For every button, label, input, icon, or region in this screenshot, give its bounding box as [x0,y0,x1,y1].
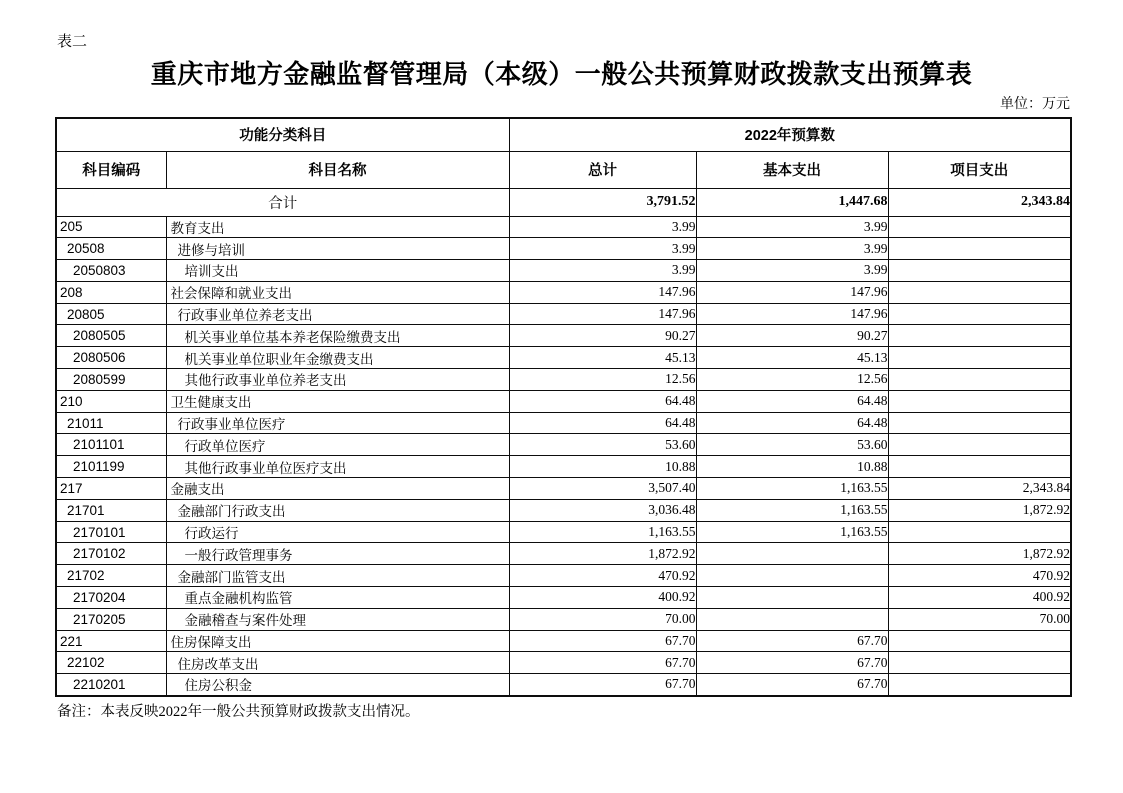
table-row [56,630,1071,652]
total-row-label: 合计 [56,188,509,216]
total-value-cell: 3.99 [509,216,696,238]
subject-code-cell: 20508 [56,238,166,260]
project-value-cell [888,521,1071,543]
subject-code-cell: 217 [56,478,166,500]
subject-code-cell: 21701 [56,499,166,521]
subject-name-cell: 机关事业单位基本养老保险缴费支出 [166,325,509,347]
table-header [56,118,1071,188]
project-value-cell [888,674,1071,696]
basic-value-cell: 67.70 [696,652,888,674]
total-value-cell: 3.99 [509,238,696,260]
subject-code-cell: 21702 [56,565,166,587]
project-value-cell [888,238,1071,260]
table-row [56,434,1071,456]
basic-value-cell: 45.13 [696,347,888,369]
total-value-cell: 400.92 [509,587,696,609]
project-value-cell [888,216,1071,238]
header-functional-category: 功能分类科目 [56,118,509,151]
table-body [56,188,1071,696]
unit-label: 单位：万元 [1000,97,1070,112]
subject-code-cell: 2080506 [56,347,166,369]
total-value-cell: 70.00 [509,608,696,630]
subject-code-cell: 2170204 [56,587,166,609]
table-row [56,478,1071,500]
header-subject-code: 科目编码 [56,151,166,188]
subject-name-cell: 培训支出 [166,260,509,282]
table-row [56,216,1071,238]
basic-value-cell: 12.56 [696,369,888,391]
basic-value-cell [696,543,888,565]
subject-code-cell: 221 [56,630,166,652]
project-value-cell: 2,343.84 [888,478,1071,500]
basic-value-cell: 1,163.55 [696,521,888,543]
subject-code-cell: 205 [56,216,166,238]
subject-name-cell: 一般行政管理事务 [166,543,509,565]
project-value-cell [888,281,1071,303]
table-tag: 表二 [57,34,88,50]
total-value-cell: 67.70 [509,674,696,696]
total-value-cell: 67.70 [509,630,696,652]
subject-code-cell: 2210201 [56,674,166,696]
table-row [56,369,1071,391]
basic-value-cell: 64.48 [696,412,888,434]
total-value-cell: 45.13 [509,347,696,369]
table-row [56,325,1071,347]
basic-value-cell: 64.48 [696,390,888,412]
total-value-cell: 90.27 [509,325,696,347]
subject-name-cell: 金融部门监管支出 [166,565,509,587]
subject-code-cell: 208 [56,281,166,303]
table-row [56,347,1071,369]
subject-name-cell: 住房公积金 [166,674,509,696]
basic-value-cell: 3.99 [696,238,888,260]
header-subject-name: 科目名称 [166,151,509,188]
total-value-cell: 53.60 [509,434,696,456]
table-row [56,652,1071,674]
subject-code-cell: 2101199 [56,456,166,478]
project-value-cell [888,260,1071,282]
table-row [56,281,1071,303]
header-project-expenditure: 项目支出 [888,151,1071,188]
basic-value-cell: 147.96 [696,303,888,325]
subject-name-cell: 行政事业单位养老支出 [166,303,509,325]
basic-value-cell: 1,163.55 [696,478,888,500]
basic-value-cell: 53.60 [696,434,888,456]
subject-name-cell: 金融部门行政支出 [166,499,509,521]
total-row-project-value: 2,343.84 [888,188,1071,216]
basic-value-cell: 1,163.55 [696,499,888,521]
table-row [56,499,1071,521]
subject-name-cell: 重点金融机构监管 [166,587,509,609]
basic-value-cell: 90.27 [696,325,888,347]
subject-code-cell: 22102 [56,652,166,674]
project-value-cell [888,369,1071,391]
project-value-cell [888,652,1071,674]
subject-name-cell: 行政运行 [166,521,509,543]
project-value-cell: 1,872.92 [888,499,1071,521]
table-row [56,303,1071,325]
subject-code-cell: 2170205 [56,608,166,630]
total-value-cell: 1,163.55 [509,521,696,543]
subject-name-cell: 金融支出 [166,478,509,500]
basic-value-cell: 10.88 [696,456,888,478]
total-value-cell: 3,507.40 [509,478,696,500]
total-value-cell: 147.96 [509,303,696,325]
project-value-cell [888,390,1071,412]
total-value-cell: 67.70 [509,652,696,674]
project-value-cell: 470.92 [888,565,1071,587]
project-value-cell [888,347,1071,369]
subject-name-cell: 其他行政事业单位养老支出 [166,369,509,391]
basic-value-cell: 67.70 [696,630,888,652]
total-value-cell: 64.48 [509,390,696,412]
subject-code-cell: 2170101 [56,521,166,543]
table-row [56,390,1071,412]
table-row [56,238,1071,260]
page-title: 重庆市地方金融监督管理局（本级）一般公共预算财政拨款支出预算表 [150,59,973,89]
table-row [56,456,1071,478]
subject-name-cell: 住房改革支出 [166,652,509,674]
subject-name-cell: 社会保障和就业支出 [166,281,509,303]
footnote: 备注：本表反映2022年一般公共预算财政拨款支出情况。 [57,704,420,720]
subject-name-cell: 机关事业单位职业年金缴费支出 [166,347,509,369]
subject-code-cell: 20805 [56,303,166,325]
project-value-cell: 400.92 [888,587,1071,609]
subject-name-cell: 行政单位医疗 [166,434,509,456]
header-basic-expenditure: 基本支出 [696,151,888,188]
table-row [56,521,1071,543]
total-value-cell: 1,872.92 [509,543,696,565]
header-budget-2022: 2022年预算数 [509,118,1071,151]
header-group-row [56,118,1071,151]
basic-value-cell: 67.70 [696,674,888,696]
basic-value-cell: 3.99 [696,260,888,282]
basic-value-cell: 3.99 [696,216,888,238]
basic-value-cell: 147.96 [696,281,888,303]
subject-name-cell: 进修与培训 [166,238,509,260]
table-row [56,412,1071,434]
subject-name-cell: 金融稽查与案件处理 [166,608,509,630]
total-value-cell: 12.56 [509,369,696,391]
table-row [56,565,1071,587]
subject-name-cell: 卫生健康支出 [166,390,509,412]
project-value-cell [888,630,1071,652]
subject-name-cell: 住房保障支出 [166,630,509,652]
total-value-cell: 64.48 [509,412,696,434]
project-value-cell [888,434,1071,456]
table-row [56,543,1071,565]
total-value-cell: 3.99 [509,260,696,282]
total-value-cell: 147.96 [509,281,696,303]
table-row [56,587,1071,609]
project-value-cell [888,325,1071,347]
total-value-cell: 10.88 [509,456,696,478]
header-column-row [56,151,1071,188]
subject-code-cell: 2080505 [56,325,166,347]
header-total: 总计 [509,151,696,188]
project-value-cell [888,412,1071,434]
table-row [56,674,1071,696]
subject-code-cell: 2170102 [56,543,166,565]
total-row [56,188,1071,216]
table-row [56,260,1071,282]
total-value-cell: 470.92 [509,565,696,587]
project-value-cell: 1,872.92 [888,543,1071,565]
budget-table [55,117,1072,697]
subject-code-cell: 2050803 [56,260,166,282]
project-value-cell [888,303,1071,325]
basic-value-cell [696,587,888,609]
subject-name-cell: 教育支出 [166,216,509,238]
project-value-cell: 70.00 [888,608,1071,630]
subject-code-cell: 2080599 [56,369,166,391]
subject-name-cell: 其他行政事业单位医疗支出 [166,456,509,478]
total-row-basic-value: 1,447.68 [696,188,888,216]
basic-value-cell [696,565,888,587]
table-row [56,608,1071,630]
total-value-cell: 3,036.48 [509,499,696,521]
basic-value-cell [696,608,888,630]
project-value-cell [888,456,1071,478]
total-row-total-value: 3,791.52 [509,188,696,216]
subject-code-cell: 2101101 [56,434,166,456]
subject-code-cell: 210 [56,390,166,412]
subject-name-cell: 行政事业单位医疗 [166,412,509,434]
subject-code-cell: 21011 [56,412,166,434]
